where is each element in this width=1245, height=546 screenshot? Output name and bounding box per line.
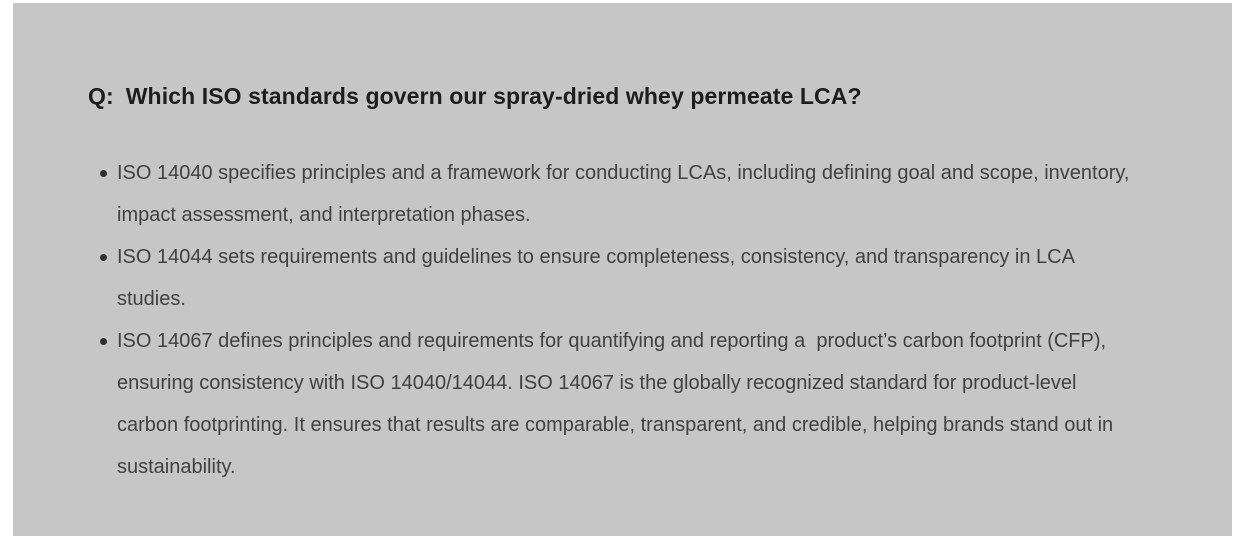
question-heading: [88, 82, 1172, 110]
answer-bullet-iso-14040: [88, 152, 1138, 236]
answer-bullet-iso-14044: [88, 236, 1138, 320]
answer-bullet-text: ISO 14044 sets requirements and guidelines to ensure completeness, consistency, and transparency in LCA studies.: [117, 246, 1080, 310]
answer-list: [88, 152, 1138, 488]
question-label: Q:: [88, 83, 114, 109]
answer-bullet-iso-14067: [88, 320, 1138, 488]
qa-panel: [13, 3, 1232, 536]
answer-bullet-text: ISO 14040 specifies principles and a framework for conducting LCAs, including defining goal and scope, inventory, impact assessment, and interpretation phases.: [117, 162, 1135, 226]
answer-bullet-text: ISO 14067 defines principles and requirements for quantifying and reporting a product’s carbon footprint (CFP), ensuring consistency with ISO 14040/14044. ISO 14067 is the globally recognized standard for product-level carbon footprinting. It ensures that results are comparable, transparent, and credible, helping brands stand out in sustainability.: [117, 330, 1119, 478]
bullet-dot-icon: [100, 254, 107, 261]
bullet-dot-icon: [100, 170, 107, 177]
question-text: Which ISO standards govern our spray-dried whey permeate LCA?: [125, 83, 862, 109]
bullet-dot-icon: [100, 338, 107, 345]
qa-content: [13, 3, 1232, 488]
